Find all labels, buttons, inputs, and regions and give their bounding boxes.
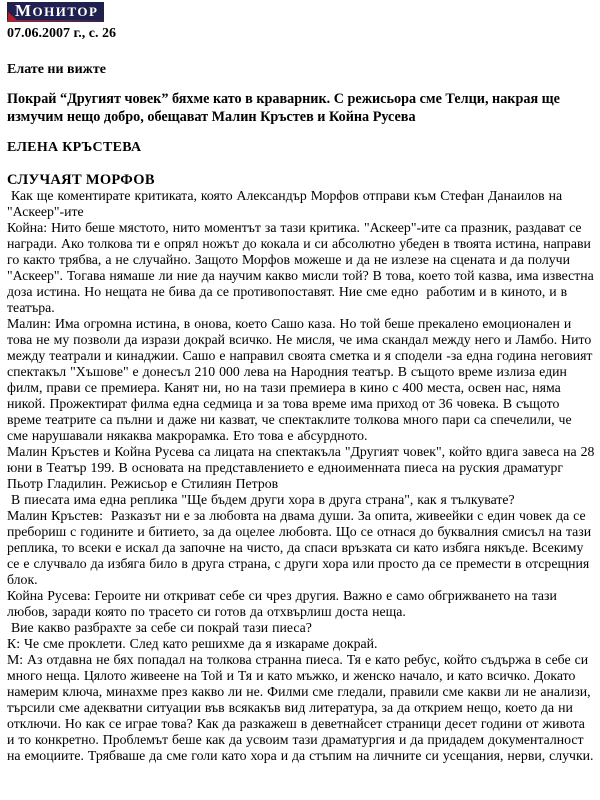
article-paragraph: Как ще коментирате критиката, която Александър Морфов отправи към Стефан Данаилов на "Аскеер"-ите: [7, 188, 567, 219]
dateline: 07.06.2007 г., с. 26: [7, 26, 116, 41]
author-byline: ЕЛЕНА КРЪСТЕВА: [7, 140, 142, 155]
article-paragraph: К: Че сме проклети. След като решихме да я изкараме докрай.: [7, 636, 378, 651]
article-paragraph: Койна: Нито беше мястото, нито моментът за тази критика. "Аскеер"-ите са празник, раздават се награди. Ако толкова ти е опрял ножът до кокала и си абсолютно убеден в твоята истина, направи го както трябва, а не случайно. Защото Морфов можеше и да не излезе на сцената и да получи "Аскеер". Тогава нямаше ли ние да научим какво мисли той? В това, което той казва, има известна доза истина. Но нещата не бива да се противопоставят. Ние сме едно работим и в киното, и в театъра.: [7, 220, 598, 315]
monitor-logo-text: МОНИТОР: [15, 1, 99, 20]
article-paragraph: Койна Русева: Героите ни откриват себе си чрез другия. Важно е само обгрижването на тази любов, заради която по трасето си готов да отхвърлиш доста неща.: [7, 588, 561, 619]
article-paragraph: Малин Кръстев: Разказът ни е за любовта на двама души. За опита, живеейки с един човек да се пребориш с годините и битието, за да оцелее любовта. Що се отнася до буквалния смисъл на тази реплика, то всеки е искал да започне на чисто, да спаси връзката си като избяга някъде. Всекиму се е случвало да избяга било в друга страна, с други хора или просто да се премести в отсрещния блок.: [7, 508, 596, 587]
masthead: [7, 2, 595, 41]
article-paragraph: Малин: Има огромна истина, в онова, което Сашо каза. Но той беше прекалено емоционален и това не му позволи да изрази докрай всичко. Не мисля, че има скандал между него и Ламбо. Нито между театрали и кинаджии. Сашо е направил своята сметка и я сподели -за една година неговият спектакъл "Хъшове" е донесъл 210 000 лева на Народния театър. В същото време излиза един филм, прави се премиера. Канят ни, но на тази премиера в кино с 400 места, освен нас, няма никой. Прожектират филма една седмица и за това време има приход от 36 човека. В същото време театрите са пълни и даже ни казват, че спектаклите толкова много пари са спечелили, че сме нарушавали някаква макрорамка. Ето това е абсурдното.: [7, 316, 597, 443]
article-paragraph: В пиесата има една реплика "Ще бъдем други хора в друга страна", как я тълкувате?: [7, 492, 515, 507]
article-paragraph: Малин Кръстев и Койна Русева са лицата на спектакъла "Другият човек", който вдига завеса на 28 юни в Театър 199. В основата на представлението е едноименната пиеса на руския драматург Пьотр Гладилин. Режисьор е Стилиян Петров: [7, 444, 599, 491]
article-body: [7, 188, 599, 764]
section-heading: СЛУЧАЯТ МОРФОВ: [7, 172, 155, 188]
article-paragraph: М: Аз отдавна не бях попадал на толкова странна пиеса. Тя е като ребус, който съдържа в себе си много неща. Цялото живеене на Той и Тя и като мъжко, и женско начало, и като всичко. Докато намерим ключа, минахме през какво ли не. Филми сме гледали, правили сме какви ли не анализи, търсили сме адекватни ситуации във всякакъв вид литература, за да открием нещо, което да ни отключи. Но как се играе това? Как да разкажеш в деветнайсет страници десет години от живота и то конкретно. Проблемът беше как да усвоим тази драматургия и да придадем документалност на емоциите. Трябваше да сме голи като хора и да стъпим на личните си усещания, нерви, случки.: [7, 652, 595, 763]
lead-paragraph: Покрай “Другият човек” бяхме като в краварник. С режисьора сме Телци, накрая ще измучим нещо добро, обещават Малин Кръстев и Койна Русева: [7, 91, 564, 125]
kicker: Елате ни вижте: [7, 62, 106, 77]
monitor-logo: [7, 2, 104, 22]
article-paragraph: Вие какво разбрахте за себе си покрай тази пиеса?: [7, 620, 312, 635]
